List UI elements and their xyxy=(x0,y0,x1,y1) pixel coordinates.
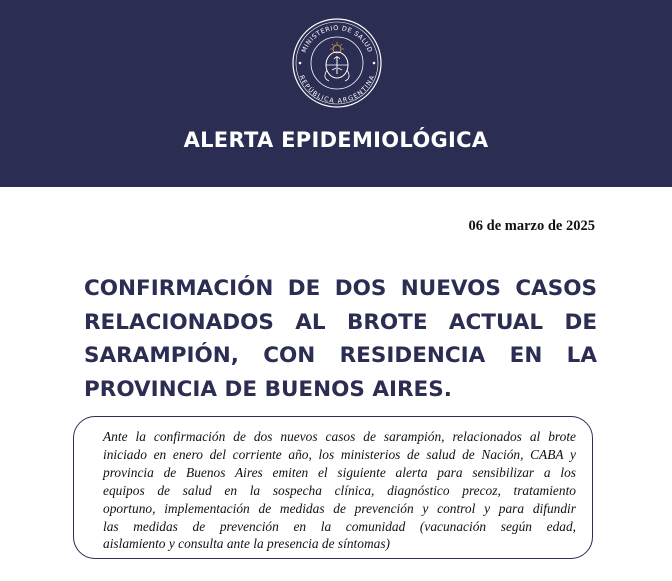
document-date: 06 de marzo de 2025 xyxy=(468,218,595,234)
seal-bottom-text: REPÚBLICA ARGENTINA xyxy=(297,73,377,105)
seal-top-text: MINISTERIO DE SALUD xyxy=(299,23,375,54)
summary-line: provincia de Buenos Aires emiten el siguiente alerta para sensibilizar a los xyxy=(103,464,576,480)
summary-line: iniciado en enero del corriente año, los ministerios de salud de Nación, CABA y xyxy=(103,446,576,462)
summary-line: aislamiento y consulta ante la presencia de síntomas) xyxy=(103,536,390,552)
summary-line: oportuno, implementación de medidas de prevención y control y para difundir xyxy=(103,500,576,516)
headline-line: SARAMPIÓN, CON RESIDENCIA EN LA xyxy=(84,343,597,368)
header-banner xyxy=(0,0,672,187)
headline-line: PROVINCIA DE BUENOS AIRES. xyxy=(84,376,452,402)
summary-text xyxy=(103,428,576,553)
summary-line: equipos de salud en la sospecha clínica, diagnóstico precoz, tratamiento xyxy=(103,482,576,498)
summary-line: las medidas de prevención en la comunidad (vacunación según edad, xyxy=(103,518,576,534)
svg-text:MINISTERIO DE SALUD xyxy=(300,24,374,54)
headline xyxy=(84,272,597,406)
headline-line: RELACIONADOS AL BROTE ACTUAL DE xyxy=(84,309,597,335)
page-title: ALERTA EPIDEMIOLÓGICA xyxy=(183,128,489,152)
coat-of-arms-icon xyxy=(325,42,349,81)
summary-line: Ante la confirmación de dos nuevos casos de sarampión, relacionados al brote xyxy=(103,429,576,444)
ministry-seal-icon xyxy=(292,18,382,108)
headline-line: CONFIRMACIÓN DE DOS NUEVOS CASOS xyxy=(84,276,597,301)
